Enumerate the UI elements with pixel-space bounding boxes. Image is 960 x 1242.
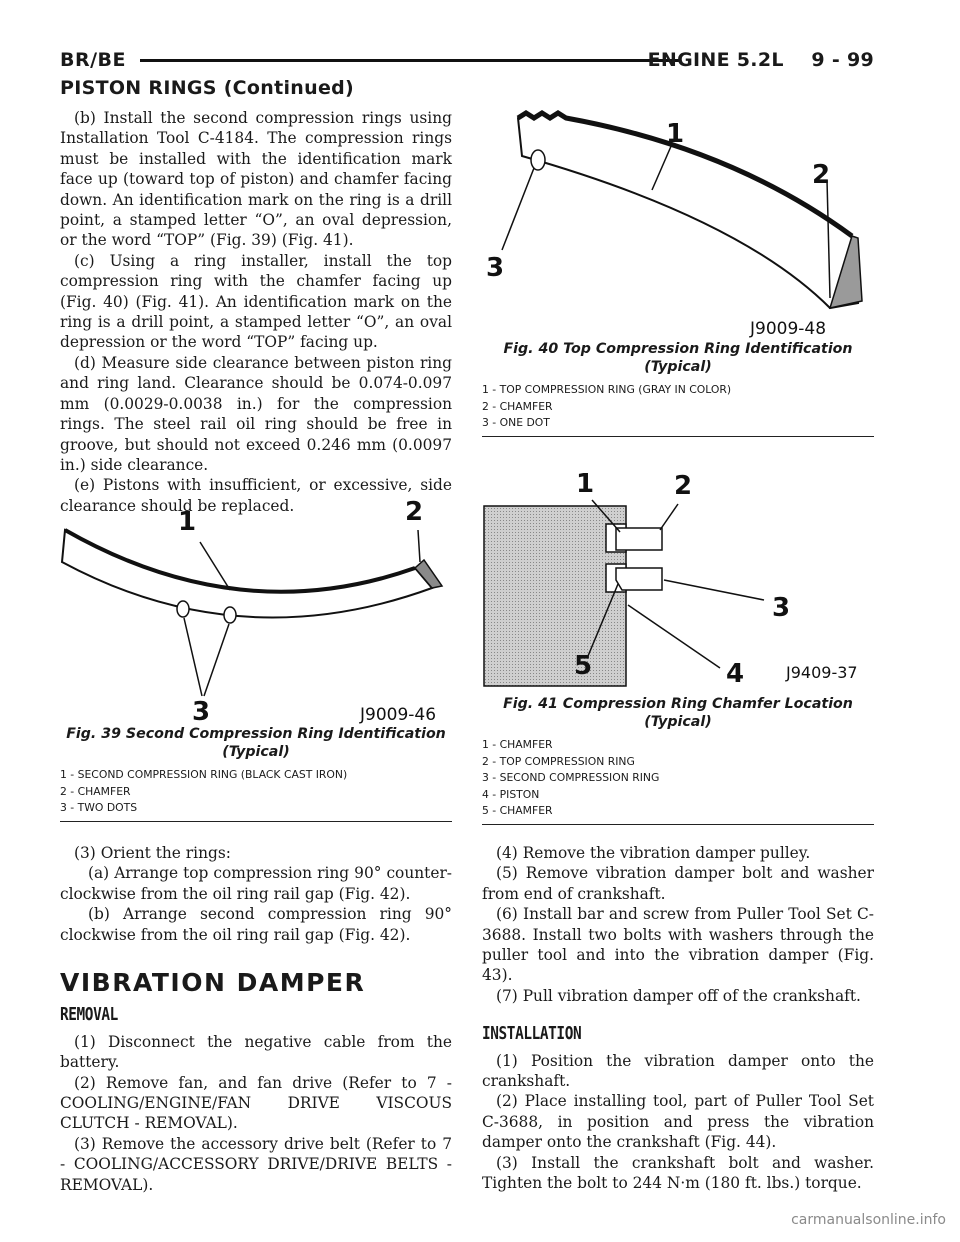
removal-step-2: (2) Remove fan, and fan drive (Refer to 7 - COOLING/ENGINE/FAN DRIVE VISCOUS CLUTCH - REMOVAL).	[60, 1073, 452, 1133]
fig40-illustration	[482, 108, 874, 340]
fig41-rule	[482, 824, 874, 825]
left-column-upper	[60, 108, 452, 516]
fig39-rule	[60, 821, 452, 822]
header-manual-code: BR/BE	[60, 49, 127, 71]
orient-second-ring: (b) Arrange second compression ring 90° clockwise from the oil ring rail gap (Fig. 42).	[60, 905, 452, 944]
figure-41	[482, 460, 874, 825]
fig39-legend-item: 2 - CHAMFER	[60, 784, 131, 798]
fig41-callout-3: 3	[772, 593, 791, 623]
fig39-legend-item: 3 - TWO DOTS	[60, 801, 138, 814]
fig39-illustration	[60, 500, 452, 725]
fig39-callout-2: 2	[405, 500, 424, 527]
fig39-callout-1: 1	[178, 507, 197, 537]
paragraph-b: (b) Install the second compression rings using Installation Tool C-4184. The compression rings must be installed with the identification mark face up (toward top of piston) and chamfer facing down. An identification mark on the ring is a drill point, a stamped letter “O”, an oval depression, or the word “TOP” (Fig. 39) (Fig. 41).	[60, 109, 452, 250]
fig41-title-line2: (Typical)	[644, 714, 712, 730]
fig40-callout-1: 1	[666, 119, 685, 149]
removal-step-1: (1) Disconnect the negative cable from the battery.	[60, 1032, 452, 1072]
paragraph-d: (d) Measure side clearance between piston ring and ring land. Clearance should be 0.074-0.097 mm (0.0029-0.0038 in.) for the compression rings. The steel rail oil ring should be free in groove, but should not exceed 0.246 mm (0.0097 in.) side clearance.	[60, 353, 452, 474]
fig40-callout-3: 3	[486, 253, 505, 283]
fig40-legend-item: 1 - TOP COMPRESSION RING (GRAY IN COLOR)	[482, 383, 732, 396]
removal-step-7: (7) Pull vibration damper off of the crankshaft.	[496, 986, 861, 1005]
removal-step-3: (3) Remove the accessory drive belt (Refer to 7 - COOLING/ACCESSORY DRIVE/DRIVE BELTS - REMOVAL).	[60, 1134, 452, 1194]
fig41-legend-item: 3 - SECOND COMPRESSION RING	[482, 771, 660, 784]
fig40-legend-item: 3 - ONE DOT	[482, 416, 550, 429]
header-section	[648, 49, 874, 71]
fig41-code: J9409-37	[786, 663, 858, 682]
fig39-code: J9009-46	[360, 705, 437, 725]
vibration-damper-heading: VIBRATION DAMPER	[60, 968, 366, 998]
fig40-title-line2: (Typical)	[644, 359, 712, 375]
fig39-title	[60, 725, 452, 761]
fig39-legend-item: 1 - SECOND COMPRESSION RING (BLACK CAST IRON)	[60, 768, 348, 781]
right-column-lower	[482, 843, 874, 1194]
fig41-legend-item: 4 - PISTON	[482, 787, 540, 801]
page-number: 9 - 99	[811, 49, 874, 71]
fig41-legend-item: 2 - TOP COMPRESSION RING	[482, 754, 635, 768]
orient-top-ring: (a) Arrange top compression ring 90° counter-clockwise from the oil ring rail gap (Fig. 42).	[60, 864, 452, 903]
installation-step-1: (1) Position the vibration damper onto the crankshaft.	[482, 1051, 874, 1091]
figure-39	[60, 500, 452, 822]
watermark: carmanualsonline.info	[791, 1212, 946, 1228]
fig41-legend	[482, 737, 874, 820]
header-rule	[140, 59, 680, 62]
figure-40	[482, 108, 874, 437]
fig41-callout-2: 2	[674, 471, 693, 501]
fig41-callout-1: 1	[576, 469, 595, 499]
fig39-legend	[60, 767, 452, 817]
fig40-legend	[482, 382, 874, 432]
fig41-illustration	[482, 460, 874, 695]
removal-step-4: (4) Remove the vibration damper pulley.	[496, 844, 811, 862]
paragraph-e: (e) Pistons with insufficient, or excessive, side clearance should be replaced.	[60, 476, 452, 515]
fig40-callout-2: 2	[812, 160, 831, 190]
removal-heading: REMOVAL	[60, 1004, 118, 1026]
header-engine: ENGINE 5.2L	[647, 49, 784, 71]
fig41-title-line1: Fig. 41 Compression Ring Chamfer Location	[503, 696, 853, 712]
removal-step-5: (5) Remove vibration damper bolt and washer from end of crankshaft.	[482, 864, 874, 903]
paragraph-c: (c) Using a ring installer, install the top compression ring with the chamfer facing up (Fig. 40) (Fig. 41). An identification mark on the ring is a drill point, a stamped letter “O”, an oval depression or the word “TOP” facing up.	[60, 251, 452, 352]
fig41-legend-item: 5 - CHAMFER	[482, 804, 553, 817]
fig40-title-line1: Fig. 40 Top Compression Ring Identification	[503, 341, 853, 357]
fig40-title	[482, 340, 874, 376]
fig41-legend-item: 1 - CHAMFER	[482, 738, 553, 751]
fig39-title-line1: Fig. 39 Second Compression Ring Identification	[66, 726, 446, 742]
fig39-callout-3: 3	[192, 697, 211, 725]
removal-step-6: (6) Install bar and screw from Puller Tool Set C-3688. Install two bolts with washers through the puller tool and into the vibration damper (Fig. 43).	[482, 905, 874, 985]
fig41-title	[482, 695, 874, 731]
orient-rings: (3) Orient the rings:	[74, 844, 231, 862]
fig41-callout-5: 5	[574, 651, 593, 681]
section-continued-title: PISTON RINGS (Continued)	[60, 77, 355, 99]
left-column-lower	[60, 843, 452, 1195]
installation-step-3: (3) Install the crankshaft bolt and washer. Tighten the bolt to 244 N·m (180 ft. lbs.) torque.	[482, 1153, 874, 1193]
installation-step-2: (2) Place installing tool, part of Puller Tool Set C-3688, in position and press the vibration damper onto the crankshaft (Fig. 44).	[482, 1092, 874, 1152]
fig40-rule	[482, 436, 874, 437]
fig39-title-line2: (Typical)	[222, 744, 290, 760]
fig40-code: J9009-48	[750, 319, 827, 339]
fig40-legend-item: 2 - CHAMFER	[482, 399, 553, 413]
fig41-callout-4: 4	[726, 659, 745, 689]
installation-heading: INSTALLATION	[482, 1023, 582, 1045]
